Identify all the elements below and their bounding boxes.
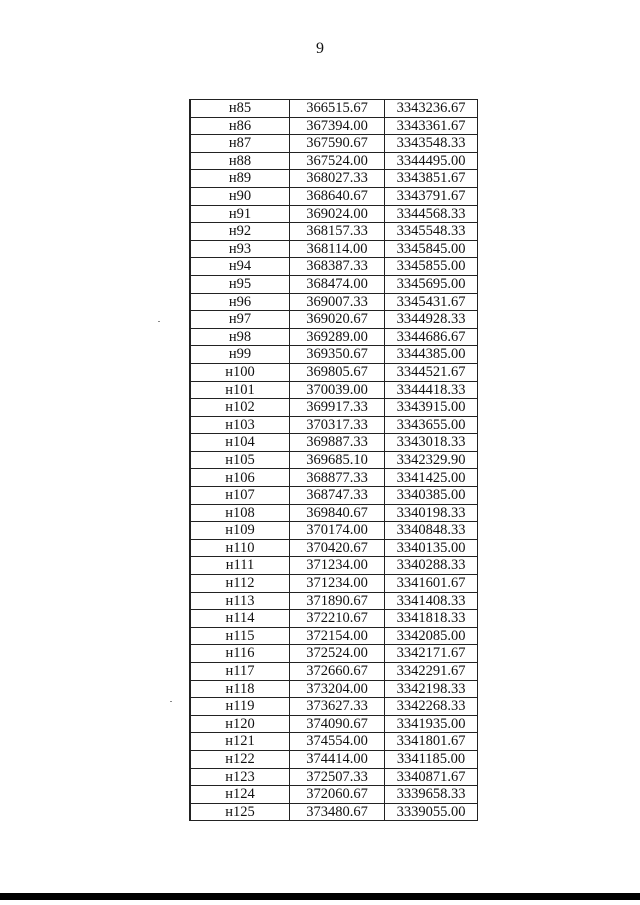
y-coordinate-cell: 3341408.33 [385, 592, 478, 610]
table-row [190, 152, 478, 170]
x-coordinate-cell: 371890.67 [290, 592, 385, 610]
point-name-cell: н99 [190, 346, 290, 364]
x-coordinate-cell: 374414.00 [290, 750, 385, 768]
point-name-cell: н109 [190, 522, 290, 540]
point-name-cell: н85 [190, 100, 290, 118]
x-coordinate-cell: 371234.00 [290, 557, 385, 575]
table-row [190, 698, 478, 716]
coordinates-table-body [190, 100, 478, 821]
x-coordinate-cell: 370174.00 [290, 522, 385, 540]
table-row [190, 135, 478, 153]
x-coordinate-cell: 367590.67 [290, 135, 385, 153]
x-coordinate-cell: 370420.67 [290, 539, 385, 557]
page-number: 9 [316, 40, 324, 57]
table-row [190, 275, 478, 293]
y-coordinate-cell: 3341601.67 [385, 575, 478, 593]
x-coordinate-cell: 368027.33 [290, 170, 385, 188]
point-name-cell: н94 [190, 258, 290, 276]
y-coordinate-cell: 3344928.33 [385, 311, 478, 329]
y-coordinate-cell: 3342329.90 [385, 451, 478, 469]
point-name-cell: н103 [190, 416, 290, 434]
x-coordinate-cell: 370039.00 [290, 381, 385, 399]
table-row [190, 627, 478, 645]
point-name-cell: н124 [190, 786, 290, 804]
x-coordinate-cell: 369020.67 [290, 311, 385, 329]
table-row [190, 645, 478, 663]
y-coordinate-cell: 3341801.67 [385, 733, 478, 751]
y-coordinate-cell: 3345845.00 [385, 240, 478, 258]
x-coordinate-cell: 367394.00 [290, 117, 385, 135]
x-coordinate-cell: 368640.67 [290, 187, 385, 205]
table-row [190, 240, 478, 258]
x-coordinate-cell: 368474.00 [290, 275, 385, 293]
x-coordinate-cell: 373204.00 [290, 680, 385, 698]
x-coordinate-cell: 372524.00 [290, 645, 385, 663]
table-row [190, 803, 478, 821]
y-coordinate-cell: 3345695.00 [385, 275, 478, 293]
scan-speck [170, 701, 172, 702]
y-coordinate-cell: 3340848.33 [385, 522, 478, 540]
x-coordinate-cell: 368157.33 [290, 223, 385, 241]
y-coordinate-cell: 3343018.33 [385, 434, 478, 452]
x-coordinate-cell: 369840.67 [290, 504, 385, 522]
y-coordinate-cell: 3343915.00 [385, 399, 478, 417]
point-name-cell: н87 [190, 135, 290, 153]
y-coordinate-cell: 3344495.00 [385, 152, 478, 170]
y-coordinate-cell: 3341935.00 [385, 715, 478, 733]
y-coordinate-cell: 3341425.00 [385, 469, 478, 487]
point-name-cell: н104 [190, 434, 290, 452]
point-name-cell: н105 [190, 451, 290, 469]
y-coordinate-cell: 3343361.67 [385, 117, 478, 135]
point-name-cell: н122 [190, 750, 290, 768]
y-coordinate-cell: 3344385.00 [385, 346, 478, 364]
table-row [190, 205, 478, 223]
table-row [190, 170, 478, 188]
table-row [190, 539, 478, 557]
x-coordinate-cell: 369350.67 [290, 346, 385, 364]
y-coordinate-cell: 3340198.33 [385, 504, 478, 522]
y-coordinate-cell: 3344521.67 [385, 363, 478, 381]
table-row [190, 328, 478, 346]
y-coordinate-cell: 3343236.67 [385, 100, 478, 118]
table-row [190, 451, 478, 469]
x-coordinate-cell: 372660.67 [290, 663, 385, 681]
point-name-cell: н102 [190, 399, 290, 417]
point-name-cell: н100 [190, 363, 290, 381]
y-coordinate-cell: 3344418.33 [385, 381, 478, 399]
y-coordinate-cell: 3344686.67 [385, 328, 478, 346]
y-coordinate-cell: 3343851.67 [385, 170, 478, 188]
y-coordinate-cell: 3340288.33 [385, 557, 478, 575]
x-coordinate-cell: 372507.33 [290, 768, 385, 786]
x-coordinate-cell: 368877.33 [290, 469, 385, 487]
x-coordinate-cell: 369917.33 [290, 399, 385, 417]
table-row [190, 258, 478, 276]
point-name-cell: н123 [190, 768, 290, 786]
y-coordinate-cell: 3341185.00 [385, 750, 478, 768]
point-name-cell: н107 [190, 487, 290, 505]
table-row [190, 117, 478, 135]
y-coordinate-cell: 3340385.00 [385, 487, 478, 505]
x-coordinate-cell: 369685.10 [290, 451, 385, 469]
x-coordinate-cell: 367524.00 [290, 152, 385, 170]
y-coordinate-cell: 3342085.00 [385, 627, 478, 645]
table-row [190, 522, 478, 540]
table-row [190, 663, 478, 681]
table-row [190, 363, 478, 381]
x-coordinate-cell: 374554.00 [290, 733, 385, 751]
point-name-cell: н117 [190, 663, 290, 681]
x-coordinate-cell: 371234.00 [290, 575, 385, 593]
x-coordinate-cell: 369805.67 [290, 363, 385, 381]
point-name-cell: н125 [190, 803, 290, 821]
point-name-cell: н108 [190, 504, 290, 522]
point-name-cell: н86 [190, 117, 290, 135]
coordinates-table [189, 99, 478, 821]
point-name-cell: н110 [190, 539, 290, 557]
point-name-cell: н89 [190, 170, 290, 188]
point-name-cell: н115 [190, 627, 290, 645]
point-name-cell: н113 [190, 592, 290, 610]
x-coordinate-cell: 373627.33 [290, 698, 385, 716]
x-coordinate-cell: 368387.33 [290, 258, 385, 276]
point-name-cell: н91 [190, 205, 290, 223]
y-coordinate-cell: 3339055.00 [385, 803, 478, 821]
table-row [190, 733, 478, 751]
y-coordinate-cell: 3340871.67 [385, 768, 478, 786]
point-name-cell: н90 [190, 187, 290, 205]
table-row [190, 715, 478, 733]
y-coordinate-cell: 3345431.67 [385, 293, 478, 311]
y-coordinate-cell: 3343548.33 [385, 135, 478, 153]
table-row [190, 381, 478, 399]
table-row [190, 187, 478, 205]
table-row [190, 592, 478, 610]
table-row [190, 416, 478, 434]
x-coordinate-cell: 369024.00 [290, 205, 385, 223]
y-coordinate-cell: 3345855.00 [385, 258, 478, 276]
x-coordinate-cell: 366515.67 [290, 100, 385, 118]
table-row [190, 311, 478, 329]
point-name-cell: н119 [190, 698, 290, 716]
x-coordinate-cell: 368747.33 [290, 487, 385, 505]
table-row [190, 680, 478, 698]
point-name-cell: н96 [190, 293, 290, 311]
x-coordinate-cell: 374090.67 [290, 715, 385, 733]
table-row [190, 504, 478, 522]
y-coordinate-cell: 3342171.67 [385, 645, 478, 663]
point-name-cell: н116 [190, 645, 290, 663]
point-name-cell: н93 [190, 240, 290, 258]
point-name-cell: н111 [190, 557, 290, 575]
table-row [190, 786, 478, 804]
y-coordinate-cell: 3343655.00 [385, 416, 478, 434]
x-coordinate-cell: 372060.67 [290, 786, 385, 804]
table-row [190, 346, 478, 364]
x-coordinate-cell: 373480.67 [290, 803, 385, 821]
table-row [190, 750, 478, 768]
x-coordinate-cell: 372154.00 [290, 627, 385, 645]
y-coordinate-cell: 3342268.33 [385, 698, 478, 716]
scan-speck [158, 321, 160, 322]
y-coordinate-cell: 3339658.33 [385, 786, 478, 804]
point-name-cell: н118 [190, 680, 290, 698]
point-name-cell: н121 [190, 733, 290, 751]
x-coordinate-cell: 369887.33 [290, 434, 385, 452]
point-name-cell: н98 [190, 328, 290, 346]
point-name-cell: н95 [190, 275, 290, 293]
x-coordinate-cell: 369289.00 [290, 328, 385, 346]
y-coordinate-cell: 3342291.67 [385, 663, 478, 681]
y-coordinate-cell: 3340135.00 [385, 539, 478, 557]
table-row [190, 223, 478, 241]
x-coordinate-cell: 370317.33 [290, 416, 385, 434]
point-name-cell: н101 [190, 381, 290, 399]
table-row [190, 469, 478, 487]
table-row [190, 768, 478, 786]
point-name-cell: н114 [190, 610, 290, 628]
point-name-cell: н97 [190, 311, 290, 329]
y-coordinate-cell: 3345548.33 [385, 223, 478, 241]
table-row [190, 434, 478, 452]
x-coordinate-cell: 368114.00 [290, 240, 385, 258]
table-row [190, 487, 478, 505]
point-name-cell: н120 [190, 715, 290, 733]
x-coordinate-cell: 369007.33 [290, 293, 385, 311]
table-row [190, 399, 478, 417]
point-name-cell: н112 [190, 575, 290, 593]
table-row [190, 557, 478, 575]
table-row [190, 100, 478, 118]
table-row [190, 610, 478, 628]
point-name-cell: н106 [190, 469, 290, 487]
y-coordinate-cell: 3342198.33 [385, 680, 478, 698]
y-coordinate-cell: 3343791.67 [385, 187, 478, 205]
x-coordinate-cell: 372210.67 [290, 610, 385, 628]
point-name-cell: н88 [190, 152, 290, 170]
y-coordinate-cell: 3344568.33 [385, 205, 478, 223]
scan-border-bar [0, 893, 640, 900]
y-coordinate-cell: 3341818.33 [385, 610, 478, 628]
point-name-cell: н92 [190, 223, 290, 241]
table-row [190, 575, 478, 593]
table-row [190, 293, 478, 311]
